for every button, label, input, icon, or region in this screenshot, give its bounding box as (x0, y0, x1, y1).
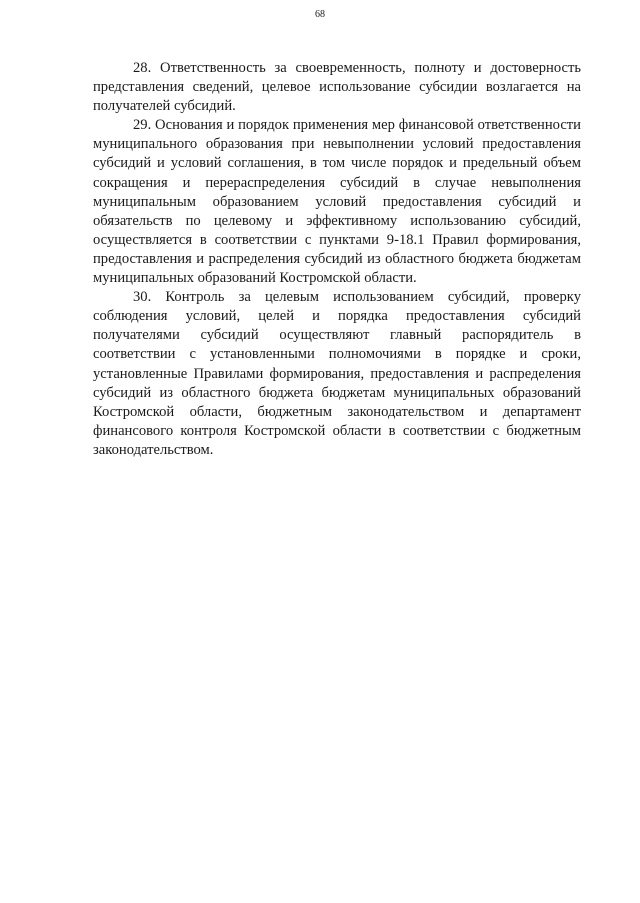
paragraph-30: 30. Контроль за целевым использованием субсидий, проверку соблюдения условий, целей и порядка предоставления субсидий получателями субсидий осуществляют главный распорядитель в соответствии с установленными полномочиями в порядке и сроки, установленные Правилами формирования, предоставления и распределения субсидий из областного бюджета бюджетам муниципальных образований Костромской области, бюджетным законодательством и департамент финансового контроля Костромской области в соответствии с бюджетным законодательством. (93, 289, 581, 458)
document-body (93, 59, 581, 460)
paragraph-28: 28. Ответственность за своевременность, полноту и достоверность представления сведений, целевое использование субсидии возлагается на получателей субсидий. (93, 60, 581, 115)
paragraph-29: 29. Основания и порядок применения мер финансовой ответственности муниципального образования при невыполнении условий предоставления субсидий и условий соглашения, в том числе порядок и предельный объем сокращения и перераспределения субсидий в случае невыполнения муниципальным образованием условий предоставления субсидий и обязательств по целевому и эффективному использованию субсидий, осуществляется в соответствии с пунктами 9-18.1 Правил формирования, предоставления и распределения субсидий из областного бюджета бюджетам муниципальных образований Костромской области. (93, 117, 581, 287)
page-number: 68 (315, 9, 325, 20)
